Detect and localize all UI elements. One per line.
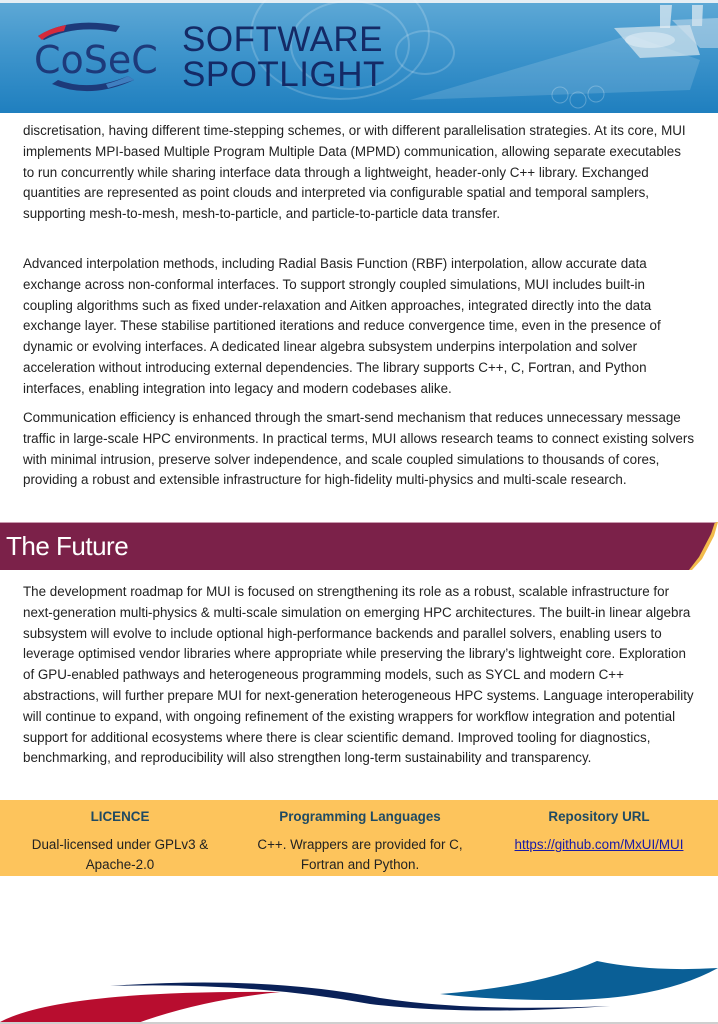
repository-value [480, 835, 718, 855]
future-paragraph: The development roadmap for MUI is focused on strengthening its role as a robust, scalable infrastructure for next-generation multi-physics & multi-scale simulation on emerging HPC architectures. The built-in linear algebra subsystem will evolve to include optional high-performance backends and parallel solvers, enabling users to leverage optimised vendor libraries where appropriate while preserving the library’s lightweight core. Exploration of GPU-enabled pathways and heterogeneous programming models, such as SYCL and modern C++ abstractions, will further prepare MUI for next-generation heterogeneous HPC systems. Language interoperability will continue to expand, with ongoing refinement of the existing wrappers for workflow integration and potential support for additional ecosystems where there is clear scientific demand. Improved tooling for diagnostics, benchmarking, and reproducibility will also strengthen long-term sustainability and transparency. [23, 584, 694, 766]
banner-topline [0, 522, 716, 523]
body-paragraph-3: Communication efficiency is enhanced through the smart-send mechanism that reduces unnecessary message traffic in large-scale HPC environments. In practical terms, MUI allows research teams to connect existing solvers with minimal intrusion, preserve solver independence, and scale coupled simulations to thousands of cores, providing a robust and extensible infrastructure for high-fidelity multi-physics and multi-scale research. [23, 410, 695, 488]
title-line-1: SOFTWARE [182, 20, 384, 59]
repository-link[interactable]: https://github.com/MxUI/MUI [514, 837, 684, 852]
section-banner-future [0, 522, 718, 570]
repository-heading: Repository URL [548, 809, 650, 824]
licence-column [0, 800, 240, 875]
licence-heading: LICENCE [90, 809, 150, 824]
languages-heading: Programming Languages [279, 809, 441, 824]
page-title [182, 22, 385, 92]
languages-value: C++. Wrappers are provided for C, Fortran and Python. [257, 837, 463, 872]
title-line-2: SPOTLIGHT [182, 55, 385, 94]
logo-text: CoSeC [34, 38, 158, 82]
licence-value: Dual-licensed under GPLv3 & Apache-2.0 [31, 837, 209, 872]
info-panel [0, 800, 718, 876]
section-heading: The Future [6, 531, 129, 561]
footer-wave-icon [0, 920, 718, 1024]
footer-swoosh [0, 920, 718, 1024]
languages-column [240, 800, 480, 875]
body-paragraph-1: discretisation, having different time-stepping schemes, or with different parallelisation strategies. At its core, MUI implements MPI-based Multiple Program Multiple Data (MPMD) communication, allowing separate executables to run concurrently while sharing interface data through a lightweight, header-only C++ library. Exchanged quantities are represented as point clouds and interpreted via configurable spatial and temporal samplers, supporting mesh-to-mesh, mesh-to-particle, and particle-to-particle data transfer. [23, 123, 686, 222]
body-paragraph-2: Advanced interpolation methods, including Radial Basis Function (RBF) interpolation, allow accurate data exchange across non-conformal interfaces. To support strongly coupled simulations, MUI includes built-in coupling algorithms such as fixed under-relaxation and Aitken approaches, integrated directly into the data exchange layer. These stabilise partitioned iterations and reduce convergence time, even in the presence of dynamic or evolving interfaces. A dedicated linear algebra subsystem underpins interpolation and solver acceleration without introducing external dependencies. The library supports C++, C, Fortran, and Python interfaces, enabling integration into legacy and modern codebases alike. [23, 256, 661, 396]
header-banner [0, 0, 718, 113]
cosec-logo [30, 18, 158, 98]
repository-column [480, 800, 718, 855]
